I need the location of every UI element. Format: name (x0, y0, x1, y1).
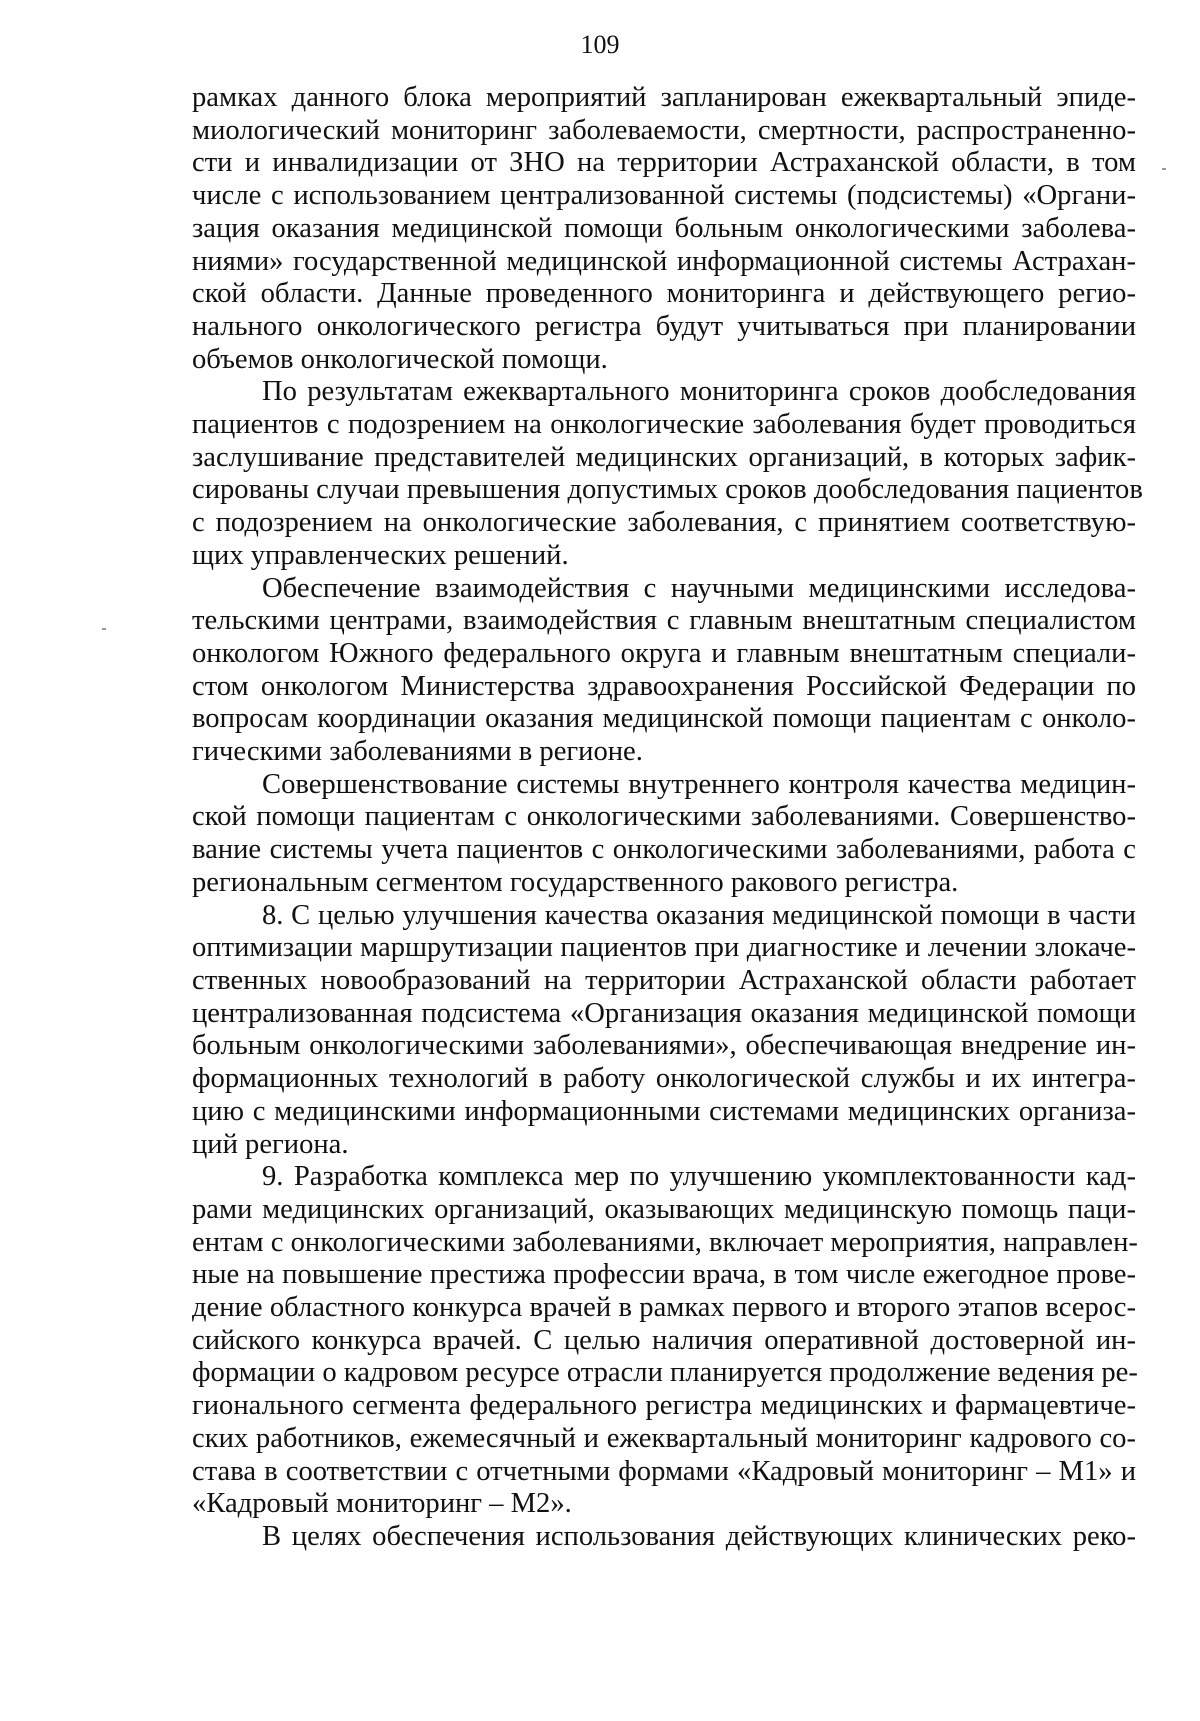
text-line: с подозрением на онкологические заболевания, с принятием соответствую- (192, 507, 1136, 539)
text-line: ской области. Данные проведенного мониторинга и действующего регио- (192, 278, 1136, 310)
text-line: гическими заболеваниями в регионе. (192, 736, 643, 768)
text-line: 9. Разработка комплекса мер по улучшению укомплектованности кад- (262, 1161, 1136, 1193)
text-line: вопросам координации оказания медицинской помощи пациентам с онколо- (192, 703, 1136, 735)
text-line: гионального сегмента федерального регистра медицинских и фармацевтиче- (192, 1390, 1136, 1422)
text-line: вание системы учета пациентов с онкологическими заболеваниями, работа с (192, 834, 1136, 866)
scan-artifact (102, 628, 106, 630)
page-number: 109 (580, 30, 620, 59)
text-line: стом онкологом Министерства здравоохранения Российской Федерации по (192, 670, 1136, 702)
text-line: нального онкологического регистра будут учитываться при планировании (192, 310, 1136, 342)
text-line: ентам с онкологическими заболеваниями, включает мероприятия, направлен- (192, 1226, 1138, 1258)
paragraph (192, 376, 1143, 572)
text-line: 8. С целью улучшения качества оказания медицинской помощи в части (262, 899, 1136, 931)
text-line: централизованная подсистема «Организация оказания медицинской помощи (192, 997, 1136, 1029)
text-line: ций региона. (192, 1128, 349, 1160)
text-line: онкологом Южного федерального округа и главным внештатным специали- (192, 637, 1136, 669)
paragraph (192, 573, 1136, 769)
text-line: пациентов с подозрением на онкологические заболевания будет проводиться (192, 409, 1136, 441)
text-line: щих управленческих решений. (192, 539, 569, 571)
text-line: числе с использованием централизованной системы (подсистемы) «Органи- (192, 180, 1136, 212)
text-line: оптимизации маршрутизации пациентов при диагностике и лечении злокаче- (192, 932, 1136, 964)
text-line: По результатам ежеквартального мониторинга сроков дообследования (262, 376, 1136, 408)
text-line: ских работников, ежемесячный и ежеквартальный мониторинг кадрового со- (192, 1422, 1136, 1454)
text-line: тельскими центрами, взаимодействия с главным внештатным специалистом (192, 605, 1136, 637)
text-line: региональным сегментом государственного ракового регистра. (192, 866, 959, 898)
text-line: «Кадровый мониторинг – М2». (192, 1488, 572, 1520)
text-line: формационных технологий в работу онкологической службы и их интегра- (192, 1063, 1136, 1095)
text-line: Совершенствование системы внутреннего контроля качества медицин- (262, 768, 1136, 800)
text-line: заслушивание представителей медицинских организаций, в которых зафик- (192, 441, 1136, 473)
paragraph (192, 1161, 1136, 1521)
paragraph (192, 1521, 1136, 1554)
text-line: ской помощи пациентам с онкологическими заболеваниями. Совершенство- (192, 801, 1136, 833)
text-line: зация оказания медицинской помощи больным онкологическими заболева- (192, 212, 1136, 244)
text-line: формации о кадровом ресурсе отрасли планируется продолжение ведения ре- (192, 1357, 1138, 1389)
text-line: ственных новообразований на территории Астраханской области работает (192, 964, 1136, 996)
text-line: ниями» государственной медицинской информационной системы Астрахан- (192, 245, 1136, 277)
text-line: сийского конкурса врачей. С целью наличия оперативной достоверной ин- (192, 1324, 1136, 1356)
text-line: объемов онкологической помощи. (192, 343, 608, 375)
text-line: больным онкологическими заболеваниями», обеспечивающая внедрение ин- (192, 1030, 1136, 1062)
text-line: миологический мониторинг заболеваемости, смертности, распространенно- (192, 114, 1136, 146)
text-line: В целях обеспечения использования действующих клинических реко- (262, 1520, 1136, 1552)
paragraph (192, 769, 1136, 900)
text-line: ные на повышение престижа профессии врача, в том числе ежегодное прове- (192, 1259, 1136, 1291)
text-line: дение областного конкурса врачей в рамках первого и второго этапов всерос- (192, 1292, 1136, 1324)
text-line: цию с медицинскими информационными системами медицинских организа- (192, 1095, 1136, 1127)
text-line: сированы случаи превышения допустимых сроков дообследования пациентов (192, 474, 1143, 506)
document-body (192, 82, 1143, 1554)
paragraph (192, 900, 1136, 1162)
text-line: рамках данного блока мероприятий запланирован ежеквартальный эпиде- (192, 82, 1136, 113)
text-line: Обеспечение взаимодействия с научными медицинскими исследова- (262, 572, 1136, 604)
text-line: рами медицинских организаций, оказывающих медицинскую помощь паци- (192, 1193, 1136, 1225)
paragraph (192, 82, 1136, 376)
scan-artifact (1162, 168, 1166, 170)
text-line: става в соответствии с отчетными формами «Кадровый мониторинг – М1» и (192, 1455, 1136, 1487)
text-line: сти и инвалидизации от ЗНО на территории Астраханской области, в том (192, 147, 1136, 179)
